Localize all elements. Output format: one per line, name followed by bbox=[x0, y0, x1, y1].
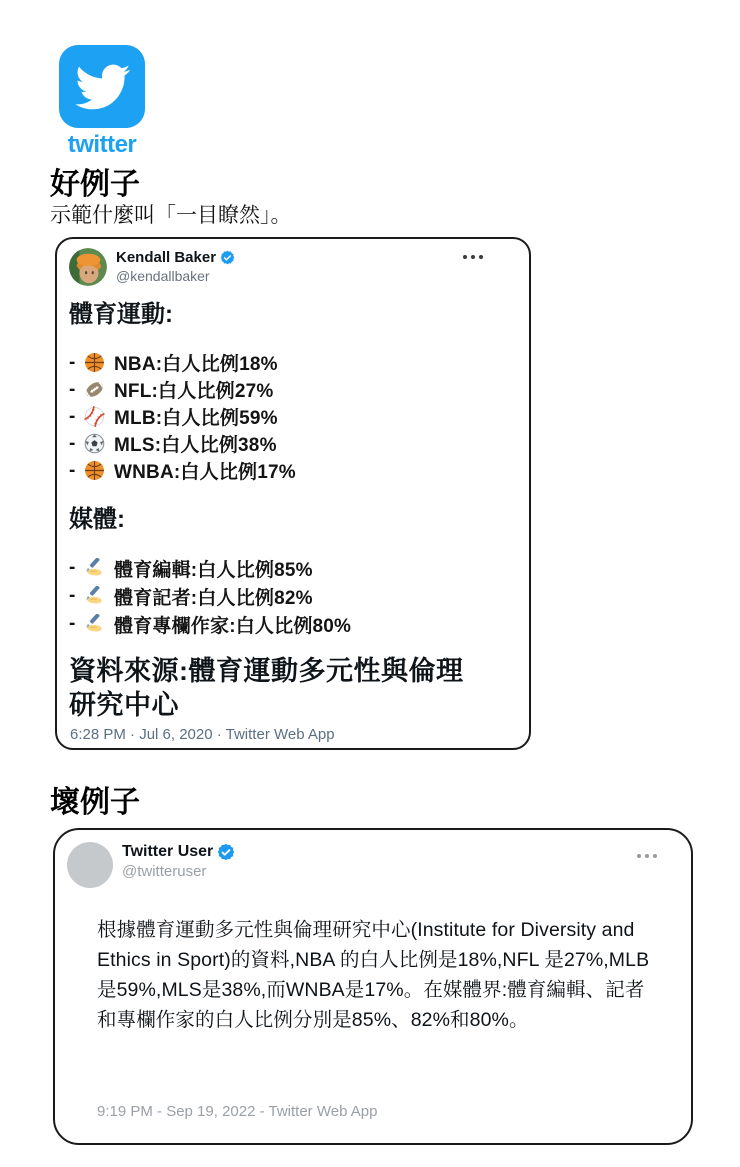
list-item bbox=[69, 457, 296, 484]
tweet-body-text: 根據體育運動多元性與倫理研究中心(Institute for Diversity and Ethics in Sport)的資料,NBA 的白人比例是18%,NFL 是27%,MLB是59%,MLS是38%,而WNBA是17%。在媒體界:體育編輯、記者和專欄作家的白人比例分別是85%、82%和80%。 bbox=[97, 919, 650, 1031]
writing-hand-icon bbox=[84, 558, 105, 579]
list-item-text: 體育記者:白人比例82% bbox=[114, 587, 313, 609]
bullet-dash: - bbox=[69, 405, 76, 427]
more-menu-button[interactable] bbox=[463, 255, 483, 259]
writing-hand-icon bbox=[84, 614, 105, 635]
good-example-subheading: 示範什麼叫「一目瞭然」。 bbox=[50, 204, 292, 227]
list-item-text: NBA:白人比例18% bbox=[114, 354, 278, 375]
list-item-text: NFL:白人比例27% bbox=[114, 381, 274, 402]
bullet-dash: - bbox=[69, 459, 76, 481]
list-item bbox=[69, 582, 351, 610]
tweet-header bbox=[69, 248, 235, 286]
list-item-text: MLS:白人比例38% bbox=[114, 435, 277, 456]
avatar bbox=[69, 248, 107, 286]
list-item-text: WNBA:白人比例17% bbox=[114, 462, 296, 483]
list-item bbox=[69, 430, 296, 457]
twitter-logo bbox=[59, 45, 145, 159]
good-tweet-card bbox=[55, 237, 531, 750]
list-item bbox=[69, 554, 351, 582]
bad-example-heading: 壞例子 bbox=[50, 786, 140, 819]
author-name: Twitter User bbox=[122, 843, 214, 860]
good-example-heading: 好例子 bbox=[50, 168, 140, 201]
bullet-dash: - bbox=[69, 557, 76, 578]
list-item bbox=[69, 403, 296, 430]
list-item bbox=[69, 376, 296, 403]
list-item bbox=[69, 610, 351, 638]
bullet-dash: - bbox=[69, 378, 76, 400]
bullet-dash: - bbox=[69, 585, 76, 606]
list-item-text: 體育專欄作家:白人比例80% bbox=[114, 615, 352, 637]
twitter-logo-square bbox=[59, 45, 145, 128]
tweet-header bbox=[67, 842, 235, 888]
tweet-timestamp: 6:28 PM · Jul 6, 2020 · Twitter Web App bbox=[70, 726, 335, 743]
bullet-dash: - bbox=[69, 613, 76, 634]
sports-section-header: 體育運動: bbox=[69, 301, 173, 328]
media-list bbox=[69, 554, 351, 638]
sports-list bbox=[69, 349, 296, 484]
source-text: 資料來源:體育運動多元性與倫理研究中心 bbox=[69, 656, 464, 720]
baseball-icon bbox=[84, 406, 105, 427]
american-football-icon bbox=[84, 379, 105, 400]
bad-tweet-card bbox=[53, 828, 693, 1145]
list-item-text: MLB:白人比例59% bbox=[114, 408, 278, 429]
list-item bbox=[69, 349, 296, 376]
writing-hand-icon bbox=[84, 586, 105, 607]
basketball-icon bbox=[84, 460, 105, 481]
bullet-dash: - bbox=[69, 351, 76, 373]
soccer-ball-icon bbox=[84, 433, 105, 454]
list-item-text: 體育編輯:白人比例85% bbox=[114, 559, 313, 581]
media-section-header: 媒體: bbox=[69, 506, 125, 533]
verified-badge-icon bbox=[220, 250, 235, 265]
bullet-dash: - bbox=[69, 432, 76, 454]
avatar bbox=[67, 842, 113, 888]
verified-badge-icon bbox=[217, 843, 235, 861]
author-handle: @twitteruser bbox=[122, 863, 207, 880]
basketball-icon bbox=[84, 352, 105, 373]
more-menu-button[interactable] bbox=[637, 854, 657, 858]
twitter-bird-icon bbox=[73, 58, 131, 116]
author-handle: @kendallbaker bbox=[116, 268, 210, 284]
twitter-wordmark: twitter bbox=[67, 131, 137, 158]
author-name: Kendall Baker bbox=[116, 249, 217, 266]
tweet-timestamp: 9:19 PM - Sep 19, 2022 - Twitter Web App bbox=[97, 1103, 378, 1120]
